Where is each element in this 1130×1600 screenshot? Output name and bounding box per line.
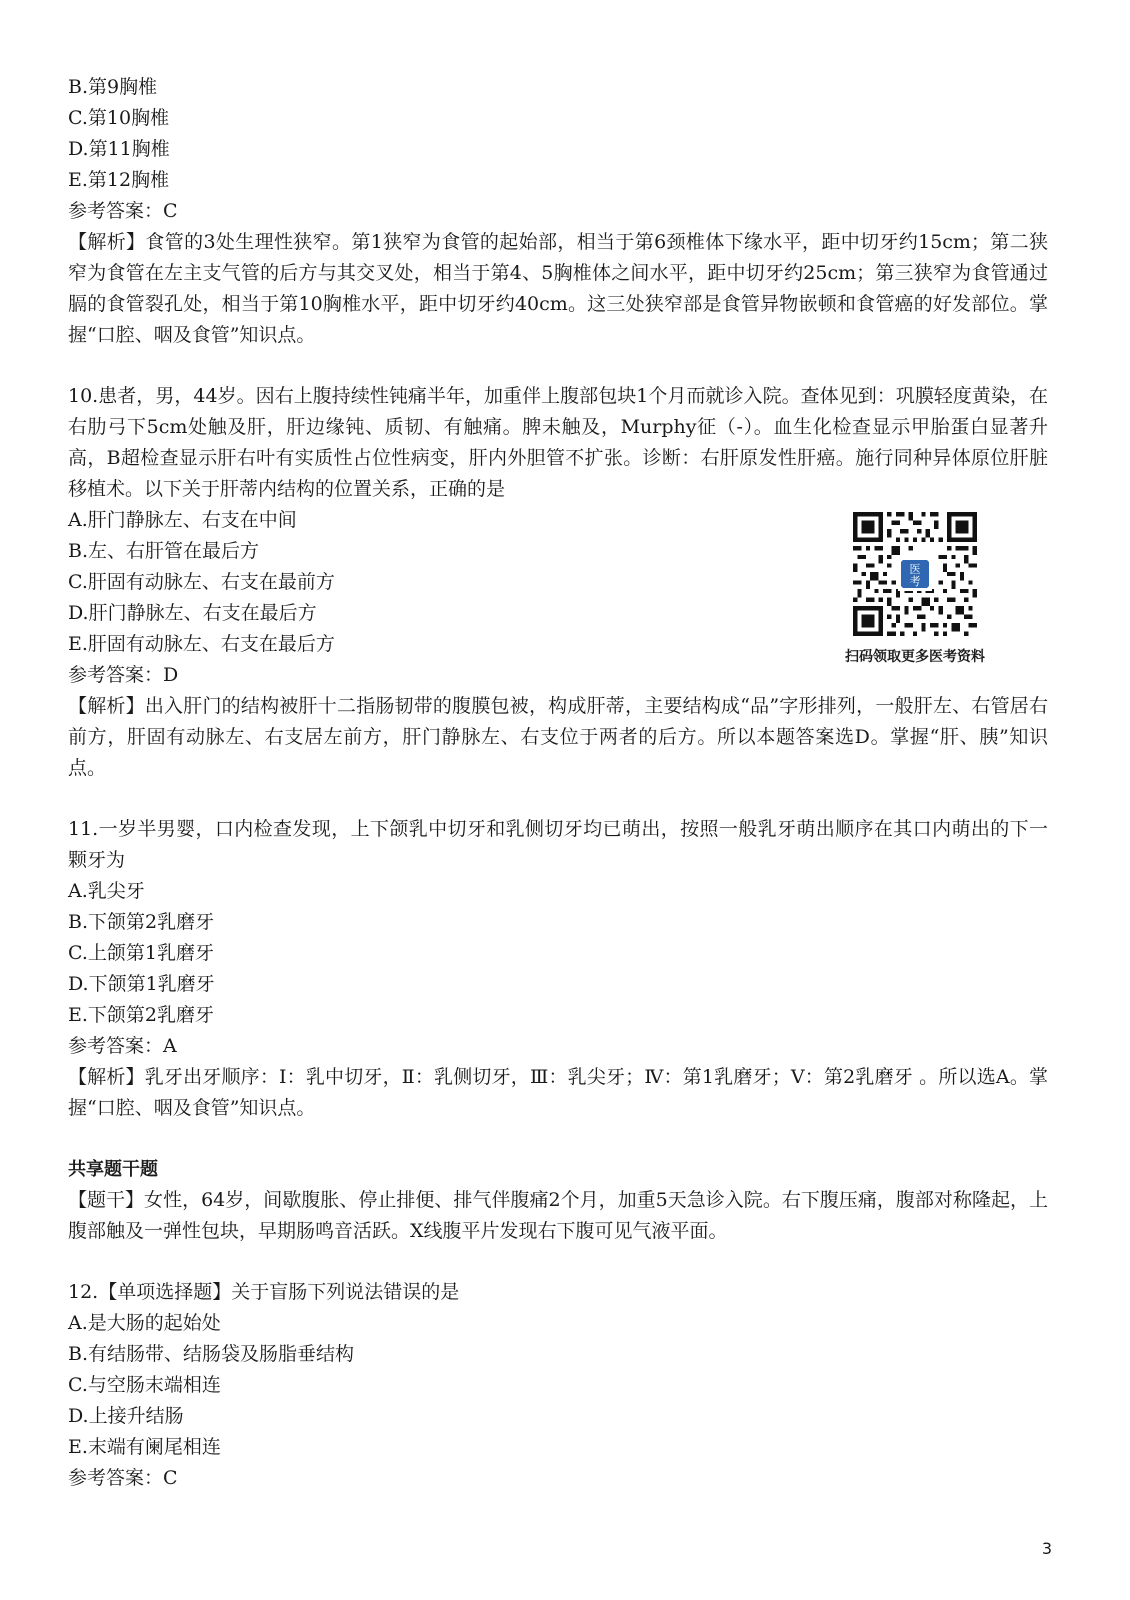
qr-caption: 扫码领取更多医考资料 (845, 649, 985, 665)
question-9-tail (68, 72, 1048, 351)
analysis: 【解析】乳牙出牙顺序：Ⅰ：乳中切牙，Ⅱ：乳侧切牙，Ⅲ：乳尖牙；Ⅳ：第1乳磨牙；Ⅴ：第2乳磨牙 。所以选A。掌握“口腔、咽及食管”知识点。 (68, 1066, 1048, 1119)
document-page (68, 72, 1048, 1494)
analysis: 【解析】出入肝门的结构被肝十二指肠韧带的腹膜包被，构成肝蒂，主要结构成“品”字形排列，一般肝左、右管居右前方，肝固有动脉左、右支居左前方，肝门静脉左、右支位于两者的后方。所以本题答案选D。掌握“肝、胰”知识点。 (68, 695, 1048, 779)
option-b: B.下颌第2乳磨牙 (68, 911, 215, 933)
question-stem: 11.一岁半男婴，口内检查发现，上下颌乳中切牙和乳侧切牙均已萌出，按照一般乳牙萌出顺序在其口内萌出的下一颗牙为 (68, 818, 1048, 871)
reference-answer: 参考答案：C (68, 200, 178, 222)
option-b: B.有结肠带、结肠袋及肠脂垂结构 (68, 1343, 355, 1365)
option-b: B.第9胸椎 (68, 76, 158, 98)
qr-badge-text-bottom: 考 (909, 575, 921, 589)
option-a: A.是大肠的起始处 (68, 1312, 221, 1334)
analysis: 【解析】食管的3处生理性狭窄。第1狭窄为食管的起始部，相当于第6颈椎体下缘水平，距中切牙约15cm；第二狭窄为食管在左主支气管的后方与其交叉处，相当于第4、5胸椎体之间水平，距中切牙约25cm；第三狭窄为食管通过膈的食管裂孔处，相当于第10胸椎水平，距中切牙约40cm。这三处狭窄部是食管异物嵌顿和食管癌的好发部位。掌握“口腔、咽及食管”知识点。 (68, 231, 1048, 346)
reference-answer: 参考答案：D (68, 664, 179, 686)
option-c: C.上颌第1乳磨牙 (68, 942, 214, 964)
option-d: D.肝门静脉左、右支在最后方 (68, 602, 317, 624)
option-e: E.下颌第2乳磨牙 (68, 1004, 214, 1026)
reference-answer: 参考答案：C (68, 1467, 178, 1489)
question-11 (68, 814, 1048, 1124)
question-stem: 12.【单项选择题】关于盲肠下列说法错误的是 (68, 1281, 460, 1303)
option-d: D.第11胸椎 (68, 138, 170, 160)
qr-badge-text-top: 医 (909, 563, 921, 577)
option-c: C.第10胸椎 (68, 107, 170, 129)
option-b: B.左、右肝管在最后方 (68, 540, 260, 562)
option-e: E.第12胸椎 (68, 169, 170, 191)
shared-stem: 【题干】女性，64岁，间歇腹胀、停止排便、排气伴腹痛2个月，加重5天急诊入院。右下腹压痛，腹部对称隆起，上腹部触及一弹性包块，早期肠鸣音活跃。X线腹平片发现右下腹可见气液平面。 (68, 1189, 1048, 1242)
qr-code-block[interactable] (826, 512, 1004, 666)
option-a: A.乳尖牙 (68, 880, 145, 902)
reference-answer: 参考答案：A (68, 1035, 177, 1057)
option-d: D.上接升结肠 (68, 1405, 184, 1427)
option-c: C.与空肠末端相连 (68, 1374, 221, 1396)
section-title: 共享题干题 (68, 1159, 158, 1180)
option-e: E.末端有阑尾相连 (68, 1436, 221, 1458)
option-c: C.肝固有动脉左、右支在最前方 (68, 571, 335, 593)
page-number: 3 (1041, 1539, 1052, 1558)
question-12 (68, 1277, 1048, 1494)
option-e: E.肝固有动脉左、右支在最后方 (68, 633, 335, 655)
option-d: D.下颌第1乳磨牙 (68, 973, 215, 995)
question-stem: 10.患者，男，44岁。因右上腹持续性钝痛半年，加重伴上腹部包块1个月而就诊入院。查体见到：巩膜轻度黄染，在右肋弓下5cm处触及肝，肝边缘钝、质韧、有触痛。脾未触及，Murphy征（-）。血生化检查显示甲胎蛋白显著升高，B超检查显示肝右叶有实质性占位性病变，肝内外胆管不扩张。诊断：右肝原发性肝癌。施行同种异体原位肝脏移植术。以下关于肝蒂内结构的位置关系，正确的是 (68, 385, 1048, 500)
qr-code-icon[interactable] (853, 512, 977, 636)
option-a: A.肝门静脉左、右支在中间 (68, 509, 297, 531)
shared-stem-section (68, 1154, 1048, 1247)
